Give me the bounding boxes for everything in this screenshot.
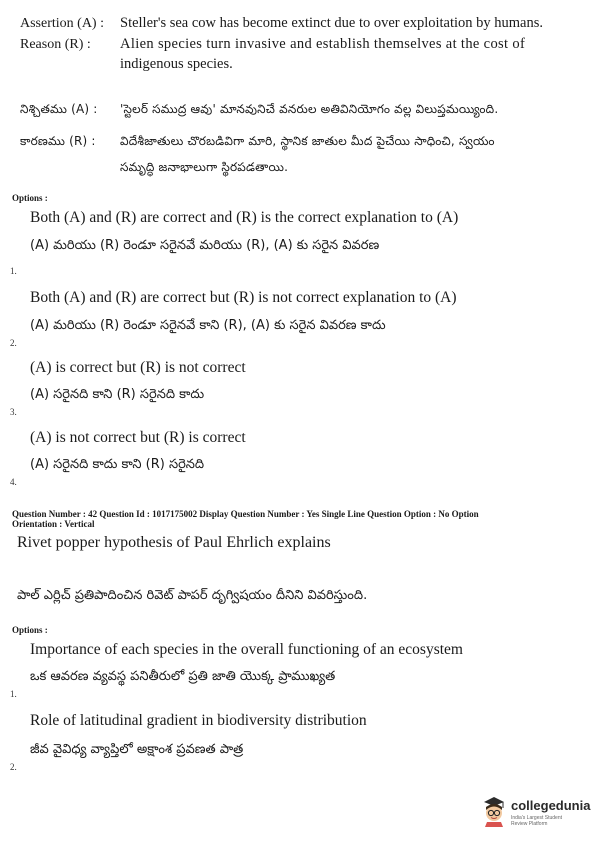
assertion-te-text: 'స్టెలర్ సముద్ర ఆవు' మానవునిచే వనరుల అతివినియోగం వల్ల విలుప్తమయ్యింది.	[120, 102, 499, 116]
logo-tagline: India's Largest Student Review Platform	[511, 815, 562, 827]
options-heading: Options :	[12, 625, 48, 635]
reason-te-text-line2: సమృద్ధి జనాభాలుగా స్థిరపడతాయి.	[120, 160, 289, 174]
q41-option-1-number: 1.	[10, 266, 17, 276]
reason-te-text-line1: విదేశీజాతులు చొరబడివిగా మారి, స్థానిక జాతుల మీద పైచేయి సాధించి, స్వయం	[120, 134, 495, 148]
q41-option-2-number: 2.	[10, 338, 17, 348]
options-heading: Options :	[12, 193, 48, 203]
question-text-te: పాల్ ఎర్లిచ్ ప్రతిపాదించిన రివెట్ పాపర్ దృగ్విషయం దీనిని వివరిస్తుంది.	[17, 588, 368, 603]
q42-option-2-te: జీవ వైవిధ్య వ్యాప్తిలో అక్షాంశ ప్రవణత పాత్ర	[30, 742, 244, 757]
q42-option-1-en: Importance of each species in the overall functioning of an ecosystem	[30, 641, 463, 658]
q41-option-4-en: (A) is not correct but (R) is correct	[30, 429, 246, 446]
collegedunia-logo	[481, 795, 591, 829]
q41-option-4-number: 4.	[10, 477, 17, 487]
reason-text-line1: Alien species turn invasive and establish themselves at the cost of	[120, 36, 526, 52]
q41-option-3-te: (A) సరైనది కాని (R) సరైనది కాదు	[30, 387, 205, 402]
reason-text-line2: indigenous species.	[120, 56, 233, 72]
assertion-text: Steller's sea cow has become extinct due to over exploitation by humans.	[120, 15, 543, 31]
q42-option-2-en: Role of latitudinal gradient in biodiversity distribution	[30, 712, 367, 729]
question-meta-line2: Orientation : Vertical	[12, 519, 95, 529]
q41-option-2-en: Both (A) and (R) are correct but (R) is not correct explanation to (A)	[30, 289, 457, 306]
mascot-icon	[481, 795, 507, 827]
assertion-te-label: నిశ్చితము (A) :	[20, 102, 98, 116]
q41-option-4-te: (A) సరైనది కాదు కాని (R) సరైనది	[30, 457, 205, 472]
reason-te-label: కారణము (R) :	[20, 134, 96, 148]
reason-label: Reason (R) :	[20, 37, 91, 52]
q42-option-1-te: ఒక ఆవరణ వ్యవస్థ పనితీరులో ప్రతి జాతి యొక్క ప్రాముఖ్యత	[30, 669, 336, 684]
assertion-label: Assertion (A) :	[20, 16, 104, 31]
q41-option-2-te: (A) మరియు (R) రెండూ సరైనవే కాని (R), (A) కు సరైన వివరణ కాదు	[30, 318, 386, 333]
q41-option-3-number: 3.	[10, 407, 17, 417]
q41-option-1-te: (A) మరియు (R) రెండూ సరైనవే మరియు (R), (A) కు సరైన వివరణ	[30, 238, 380, 253]
question-meta-line1: Question Number : 42 Question Id : 1017175002 Display Question Number : Yes Single Line Question Option : No Option	[12, 509, 479, 519]
q42-option-2-number: 2.	[10, 762, 17, 772]
q41-option-1-en: Both (A) and (R) are correct and (R) is the correct explanation to (A)	[30, 209, 459, 226]
q41-option-3-en: (A) is correct but (R) is not correct	[30, 359, 246, 376]
logo-brand-text: collegedunia	[511, 798, 591, 813]
q42-option-1-number: 1.	[10, 689, 17, 699]
question-text-en: Rivet popper hypothesis of Paul Ehrlich explains	[17, 534, 331, 551]
